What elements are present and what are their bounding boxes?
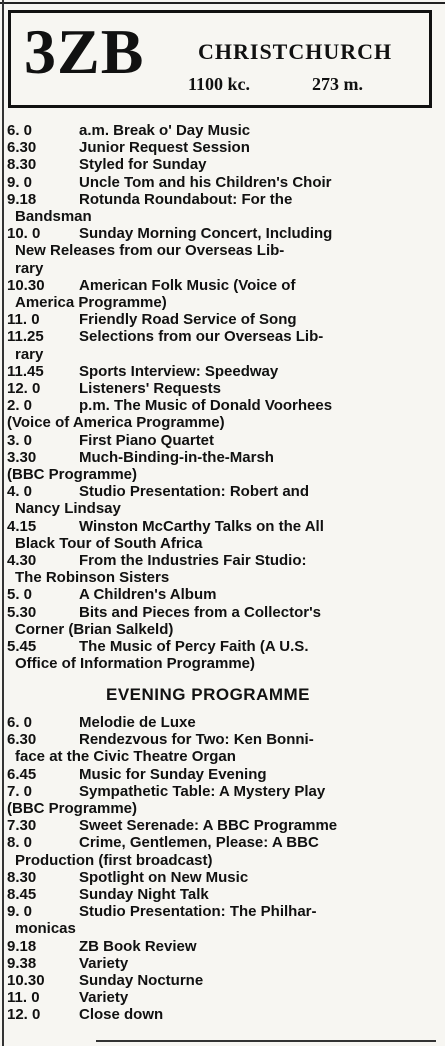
programme-time: 11.25 xyxy=(7,328,44,346)
programme-title-continued: Bandsman xyxy=(15,208,92,226)
programme-entry xyxy=(7,869,437,886)
programme-title: First Piano Quartet xyxy=(79,431,215,449)
programme-entry xyxy=(7,783,437,800)
programme-entry xyxy=(7,311,437,328)
programme-entry xyxy=(7,277,437,294)
programme-title-continued: Nancy Lindsay xyxy=(15,500,121,518)
programme-title-continued: rary xyxy=(15,259,44,277)
programme-time: 4. 0 xyxy=(7,483,33,501)
programme-entry xyxy=(7,1006,437,1023)
programme-entry xyxy=(7,731,437,748)
programme-time: 9.18 xyxy=(7,937,37,955)
programme-entry xyxy=(7,174,437,191)
programme-title-continued: (BBC Programme) xyxy=(7,800,138,818)
programme-title-continued: Black Tour of South Africa xyxy=(15,534,203,552)
programme-time: 12. 0 xyxy=(7,1006,41,1024)
programme-title-continued: face at the Civic Theatre Organ xyxy=(15,748,236,766)
programme-entry xyxy=(7,328,437,345)
programme-time: 7. 0 xyxy=(7,782,33,800)
left-column-rule xyxy=(2,0,4,1046)
programme-title: Sweet Serenade: A BBC Programme xyxy=(79,817,338,835)
programme-time: 3.30 xyxy=(7,448,37,466)
programme-entry xyxy=(7,714,437,731)
programme-title: Winston McCarthy Talks on the All xyxy=(79,517,324,535)
programme-title: Rendezvous for Two: Ken Bonni- xyxy=(79,731,314,749)
programme-entry xyxy=(7,834,437,851)
programme-time: 9.38 xyxy=(7,954,37,972)
programme-title: From the Industries Fair Studio: xyxy=(79,552,307,570)
programme-title: A Children's Album xyxy=(79,586,217,604)
programme-entry xyxy=(7,886,437,903)
programme-time: 9. 0 xyxy=(7,173,33,191)
programme-title: The Music of Percy Faith (A U.S. xyxy=(79,638,309,656)
programme-time: 4.15 xyxy=(7,517,37,535)
programme-entry xyxy=(7,552,437,569)
programme-title-continued: The Robinson Sisters xyxy=(15,569,170,587)
programme-title-continued: Corner (Brian Salkeld) xyxy=(15,620,174,638)
programme-title: Rotunda Roundabout: For the xyxy=(79,190,293,208)
programme-title: Junior Request Session xyxy=(79,139,250,157)
programme-time: 4.30 xyxy=(7,552,37,570)
programme-time: 11. 0 xyxy=(7,311,40,329)
programme-title: Sunday Morning Concert, Including xyxy=(79,225,333,243)
station-city: CHRISTCHURCH xyxy=(198,39,393,64)
station-wavelength: 273 m. xyxy=(312,74,363,94)
programme-entry xyxy=(7,972,437,989)
programme-time: 10.30 xyxy=(7,276,45,294)
programme-title: American Folk Music (Voice of xyxy=(79,276,296,294)
programme-time: 11. 0 xyxy=(7,989,40,1007)
programme-time: 3. 0 xyxy=(7,431,33,449)
programme-time: 6. 0 xyxy=(7,714,33,731)
top-rule xyxy=(0,2,445,4)
programme-title: Melodie de Luxe xyxy=(79,714,196,731)
programme-time: 11.45 xyxy=(7,362,44,380)
programme-entry xyxy=(7,518,437,535)
programme-entry xyxy=(7,766,437,783)
programme-title: Music for Sunday Evening xyxy=(79,765,267,783)
programme-entry xyxy=(7,938,437,955)
programme-time: 12. 0 xyxy=(7,380,41,398)
programme-title: Spotlight on New Music xyxy=(79,868,249,886)
programme-entry xyxy=(7,449,437,466)
programme-title: Sunday Night Talk xyxy=(79,886,209,904)
programme-title-continued: monicas xyxy=(15,920,76,938)
programme-title: Selections from our Overseas Lib- xyxy=(79,328,324,346)
programme-entry xyxy=(7,955,437,972)
bottom-rule xyxy=(96,1040,436,1042)
programme-time: 6.30 xyxy=(7,731,37,749)
programme-time: 10. 0 xyxy=(7,225,41,243)
programme-title: Variety xyxy=(79,989,129,1007)
programme-time: 6.30 xyxy=(7,139,37,157)
programme-title: Studio Presentation: The Philhar- xyxy=(79,903,317,921)
programme-title: Sports Interview: Speedway xyxy=(79,362,279,380)
programme-title-continued: Office of Information Programme) xyxy=(15,655,256,673)
programme-title-continued: New Releases from our Overseas Lib- xyxy=(15,242,285,260)
programme-title: Bits and Pieces from a Collector's xyxy=(79,603,321,621)
programme-time: 8.30 xyxy=(7,156,37,174)
programme-title: a.m. Break o' Day Music xyxy=(79,122,251,139)
programme-time: 6. 0 xyxy=(7,122,33,139)
programme-title: Friendly Road Service of Song xyxy=(79,311,297,329)
programme-entry xyxy=(7,363,437,380)
programme-title: p.m. The Music of Donald Voorhees xyxy=(79,397,333,415)
programme-time: 7.30 xyxy=(7,817,37,835)
programme-entry xyxy=(7,122,437,139)
programme-entry xyxy=(7,156,437,173)
programme-entry xyxy=(7,139,437,156)
programme-time: 10.30 xyxy=(7,972,45,990)
evening-programme-list xyxy=(7,714,437,1024)
programme-title-continued: America Programme) xyxy=(15,294,167,312)
programme-title-continued: rary xyxy=(15,345,44,363)
programme-entry xyxy=(7,604,437,621)
programme-title: Close down xyxy=(79,1006,164,1024)
programme-title-continued: (Voice of America Programme) xyxy=(7,414,225,432)
programme-entry xyxy=(7,903,437,920)
programme-title: Sympathetic Table: A Mystery Play xyxy=(79,782,326,800)
programme-time: 2. 0 xyxy=(7,397,33,415)
station-frequency: 1100 kc. xyxy=(188,74,251,94)
programme-title-continued: Production (first broadcast) xyxy=(15,851,213,869)
programme-time: 8.30 xyxy=(7,868,37,886)
programme-entry xyxy=(7,191,437,208)
programme-time: 5.30 xyxy=(7,603,37,621)
programme-entry xyxy=(7,483,437,500)
programme-entry xyxy=(7,380,437,397)
programme-time: 9.18 xyxy=(7,190,37,208)
programme-entry xyxy=(7,586,437,603)
station-call-sign: 3ZB xyxy=(24,16,145,87)
programme-entry xyxy=(7,225,437,242)
programme-time: 8.45 xyxy=(7,886,37,904)
programme-title: Variety xyxy=(79,954,129,972)
programme-entry xyxy=(7,989,437,1006)
programme-title: Sunday Nocturne xyxy=(79,972,204,990)
programme-time: 9. 0 xyxy=(7,903,33,921)
evening-programme-heading: EVENING PROGRAMME xyxy=(106,685,311,704)
programme-time: 5. 0 xyxy=(7,586,33,604)
programme-time: 6.45 xyxy=(7,765,37,783)
programme-entry xyxy=(7,432,437,449)
programme-title: Much-Binding-in-the-Marsh xyxy=(79,448,274,466)
programme-entry xyxy=(7,817,437,834)
programme-title: Styled for Sunday xyxy=(79,156,207,174)
programme-title: ZB Book Review xyxy=(79,937,197,955)
programme-title: Studio Presentation: Robert and xyxy=(79,483,310,501)
programme-title: Uncle Tom and his Children's Choir xyxy=(79,173,332,191)
programme-title: Listeners' Requests xyxy=(79,380,221,398)
programme-time: 5.45 xyxy=(7,638,37,656)
morning-programme-list xyxy=(7,122,437,673)
programme-time: 8. 0 xyxy=(7,834,33,852)
programme-title-continued: (BBC Programme) xyxy=(7,466,138,484)
programme-entry xyxy=(7,638,437,655)
programme-title: Crime, Gentlemen, Please: A BBC xyxy=(79,834,319,852)
programme-entry xyxy=(7,397,437,414)
